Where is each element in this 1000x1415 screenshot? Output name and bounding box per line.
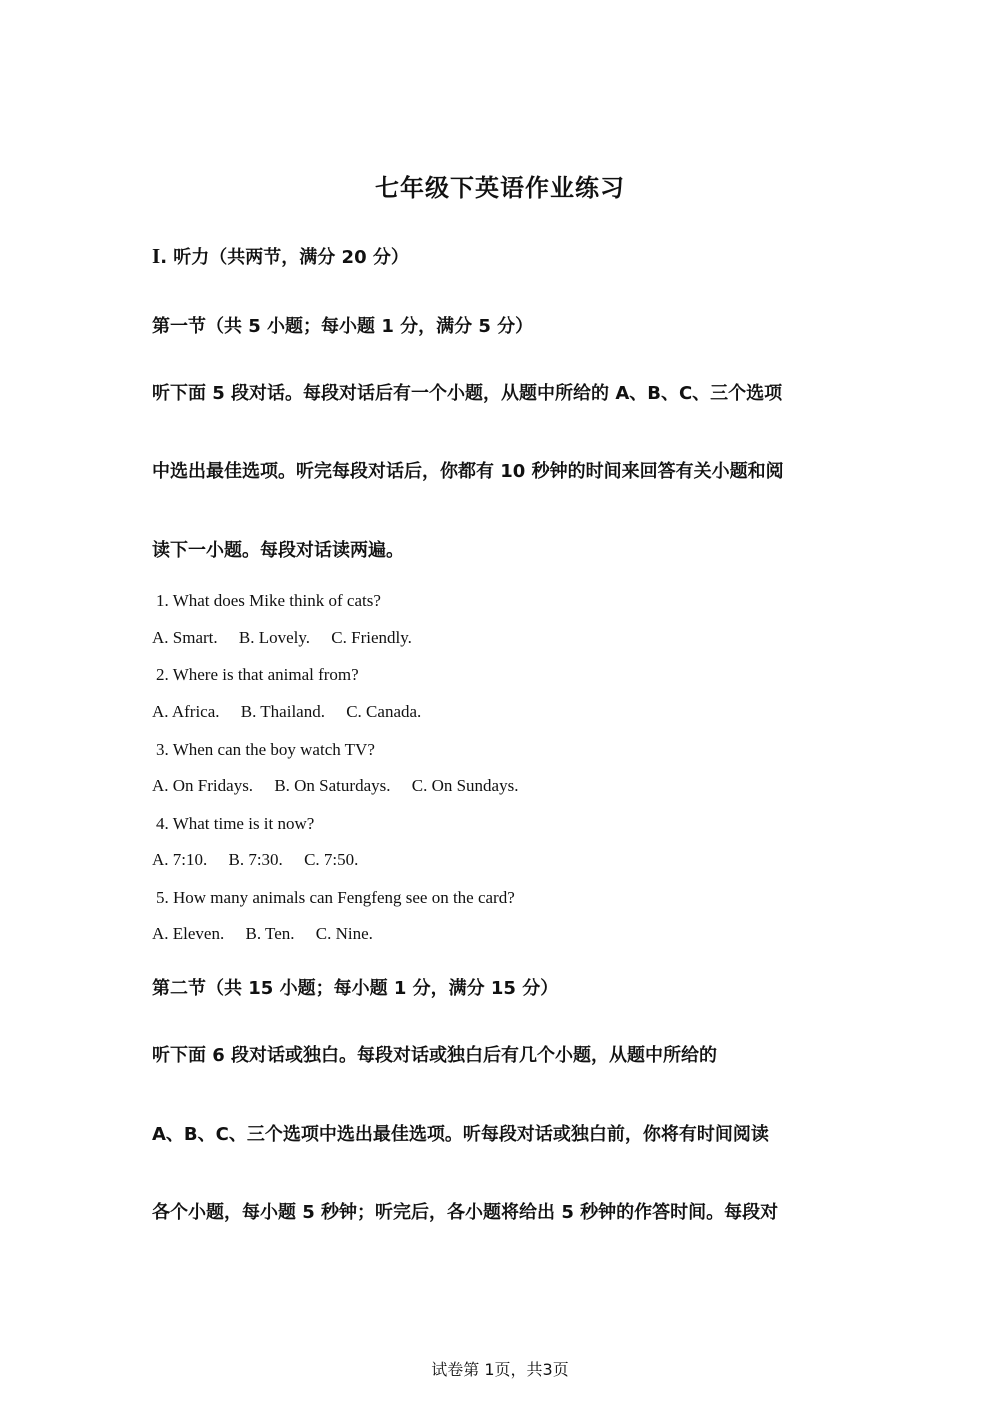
option-b: B. Thailand.	[240, 702, 325, 721]
part-heading-text: . 听力（共两节，满分 20 分）	[160, 247, 409, 268]
question-4-stem	[152, 814, 314, 834]
question-5-options	[152, 924, 390, 944]
section1-instruction-line: 读下一小题。每段对话读两遍。	[152, 540, 404, 561]
option-c: C. Friendly.	[331, 628, 412, 647]
option-c: C. On Sundays.	[411, 776, 519, 795]
section2-instruction-line: 各个小题，每小题 5 秒钟；听完后，各小题将给出 5 秒钟的作答时间。每段对	[152, 1202, 779, 1223]
page-title: 七年级下英语作业练习	[375, 174, 625, 202]
option-c: C. 7:50.	[304, 850, 359, 869]
option-a: A. Africa.	[152, 702, 220, 721]
option-a: A. 7:10.	[152, 850, 208, 869]
option-a: A. Eleven.	[152, 924, 225, 943]
question-text: 3. When can the boy watch TV?	[156, 740, 375, 759]
question-2-options	[152, 702, 438, 722]
option-a: A. On Fridays.	[152, 776, 254, 795]
option-b: B. Ten.	[245, 924, 295, 943]
section1-instruction-line: 中选出最佳选项。听完每段对话后，你都有 10 秒钟的时间来回答有关小题和阅	[152, 461, 784, 482]
question-4-options	[152, 850, 375, 870]
section2-instruction-line: 听下面 6 段对话或独白。每段对话或独白后有几个小题，从题中所给的	[152, 1045, 718, 1066]
question-2-stem	[152, 665, 359, 685]
question-text: 4. What time is it now?	[156, 814, 315, 833]
page-footer: 试卷第 1页，共3页	[431, 1360, 569, 1379]
part-heading-listening	[152, 243, 409, 269]
option-b: B. Lovely.	[238, 628, 311, 647]
question-text: 1. What does Mike think of cats?	[156, 591, 381, 610]
question-1-stem	[152, 591, 381, 611]
section2-heading: 第二节（共 15 小题；每小题 1 分，满分 15 分）	[152, 978, 559, 999]
question-3-options	[152, 776, 535, 796]
question-text: 2. Where is that animal from?	[156, 665, 359, 684]
question-3-stem	[152, 740, 375, 760]
option-a: A. Smart.	[152, 628, 218, 647]
part-numeral: I	[152, 244, 161, 268]
section1-heading: 第一节（共 5 小题；每小题 1 分，满分 5 分）	[152, 316, 534, 337]
question-1-options	[152, 628, 429, 648]
option-c: C. Canada.	[346, 702, 422, 721]
section2-instruction-line: A、B、C、三个选项中选出最佳选项。听每段对话或独白前，你将有时间阅读	[152, 1124, 769, 1145]
question-text: 5. How many animals can Fengfeng see on the card?	[156, 888, 515, 907]
option-c: C. Nine.	[315, 924, 373, 943]
option-b: B. 7:30.	[228, 850, 283, 869]
question-5-stem	[152, 888, 515, 908]
section1-instruction-line: 听下面 5 段对话。每段对话后有一个小题，从题中所给的 A、B、C、三个选项	[152, 383, 783, 404]
option-b: B. On Saturdays.	[274, 776, 391, 795]
